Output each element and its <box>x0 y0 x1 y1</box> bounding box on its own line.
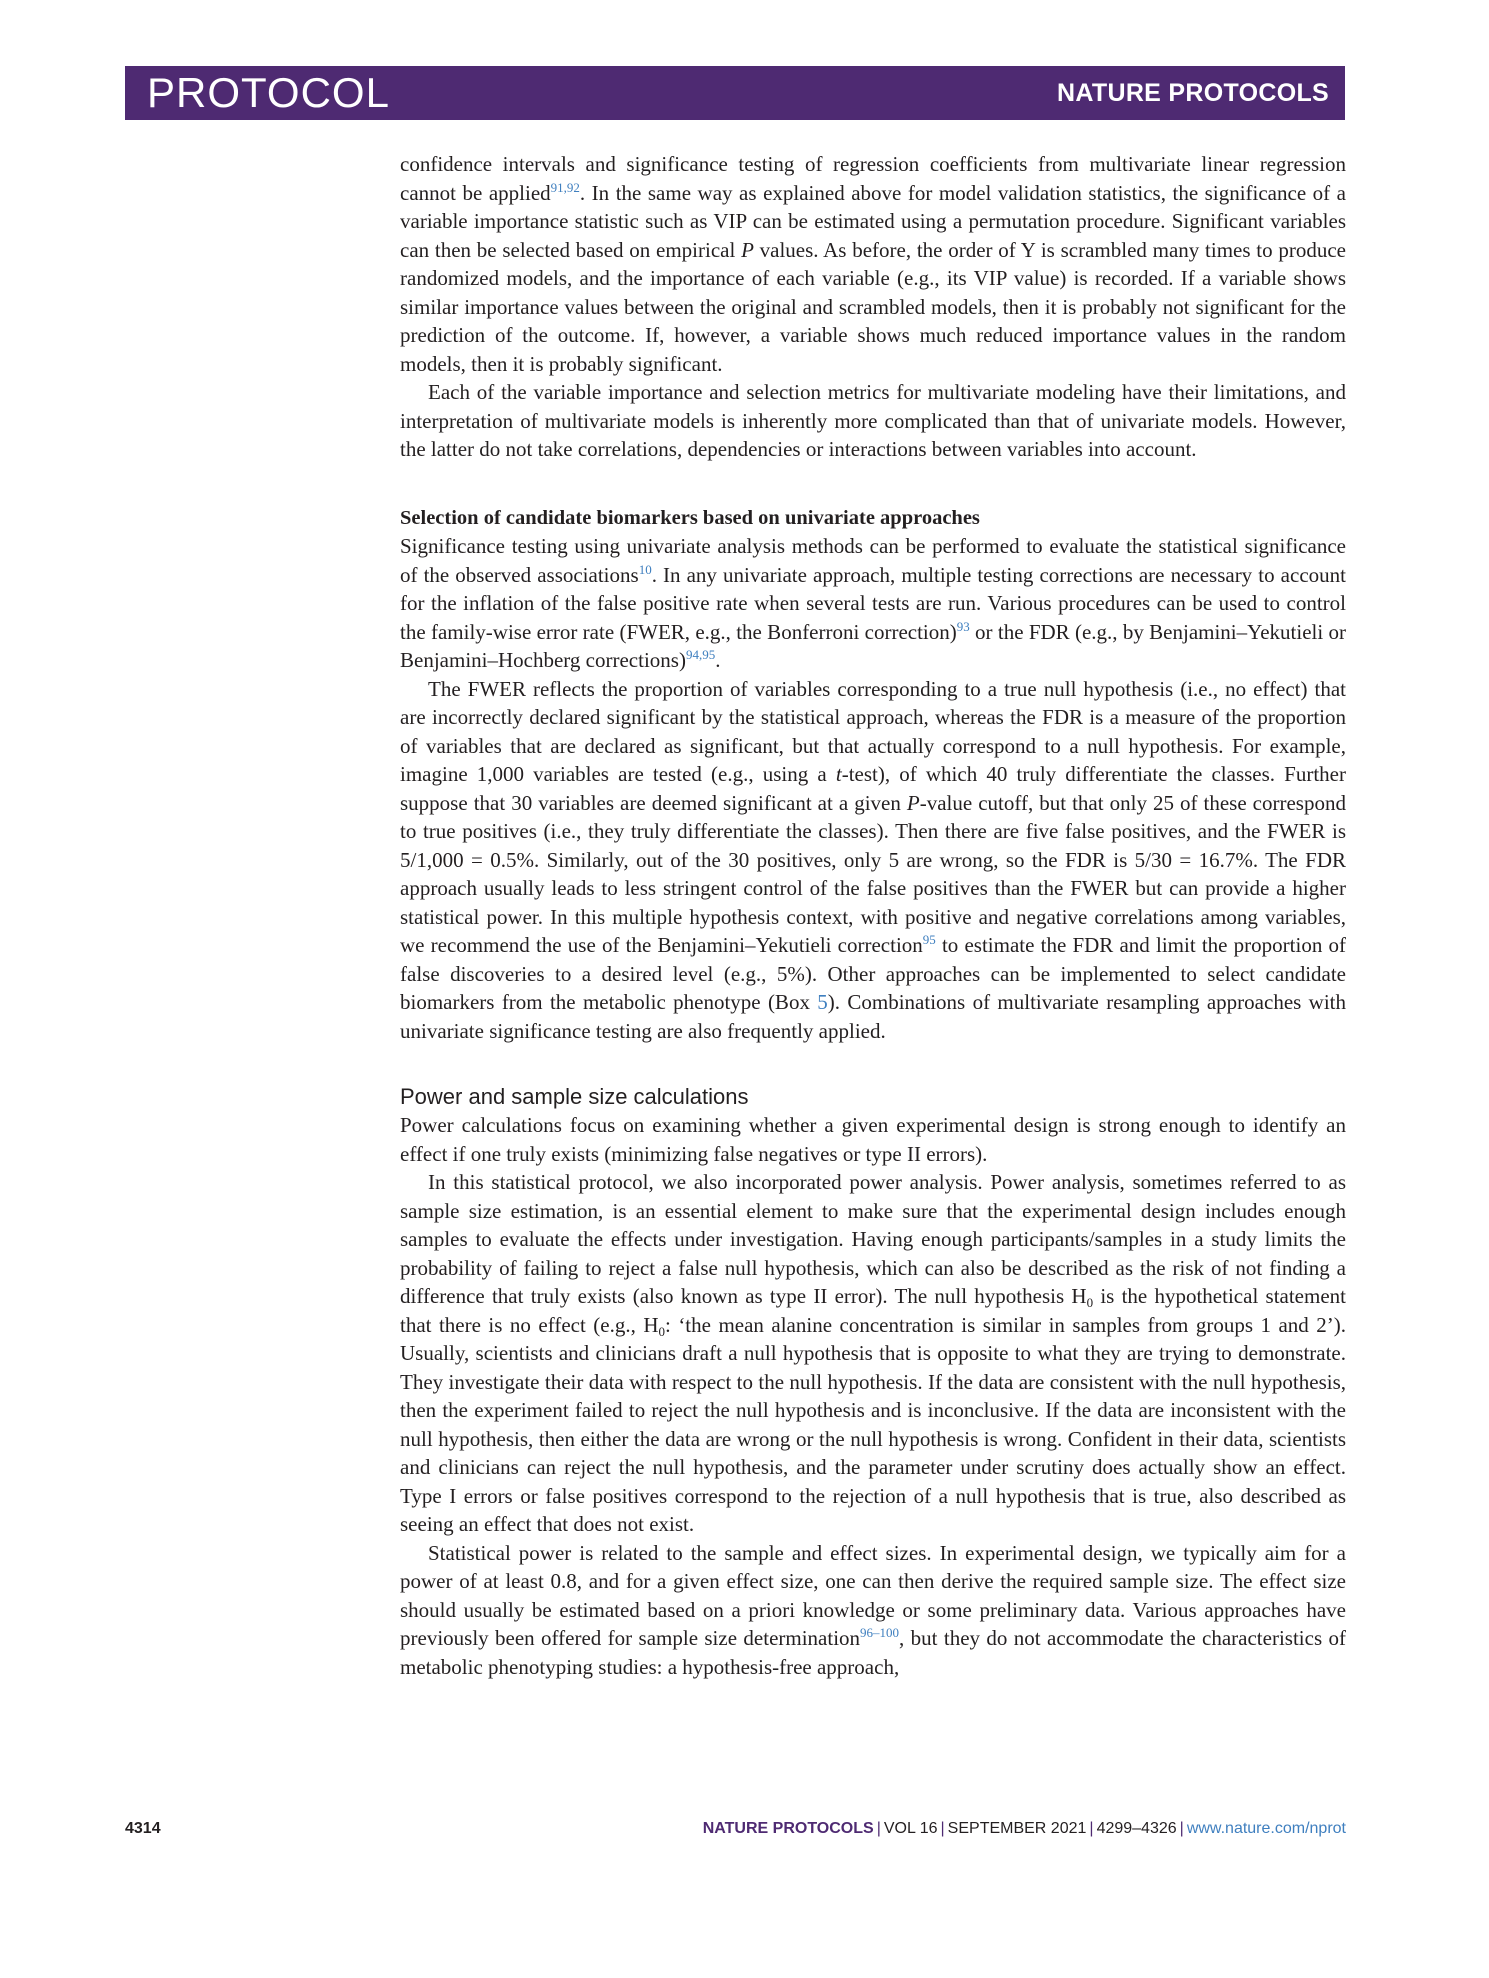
citation-link[interactable]: 91,92 <box>550 179 580 195</box>
footer-journal-name: NATURE PROTOCOLS <box>702 1820 874 1837</box>
box-5-link[interactable]: 5 <box>817 990 828 1014</box>
paragraph-7: Statistical power is related to the sample and effect sizes. In experimental design, we typically aim for a power of at least 0.8, and for a given effect size, one can then derive the required sample size. The effect size should usually be estimated based on a priori knowledge or some preliminary data. Various approaches have previously been offered for sample size determination$^{96-100}$, but they do not accommodate the characteristics of metabolic phenotyping studies: a hypothesis-free approach, <box>400 1540 1346 1679</box>
page-number: 4314 <box>125 1820 161 1837</box>
section-heading-univariate: Selection of candidate biomarkers based on univariate approaches <box>400 506 980 529</box>
citation-link[interactable]: 94,95 <box>685 647 716 662</box>
paragraph-5: Power calculations focus on examining whether a given experimental design is strong enough to identify an effect if one truly exists (minimizing false negatives or type II errors). <box>400 1113 1346 1166</box>
journal-label: NATURE PROTOCOLS <box>1057 79 1329 107</box>
citation-link[interactable]: 93 <box>956 618 970 634</box>
footer-volume: VOL 16 <box>883 1820 938 1837</box>
paragraph-6: In this statistical protocol, we also incorporated power analysis. Power analysis, sometimes referred to as sample size estimation, is an essential element to make sure that the experimental design includes enough samples to evaluate the effects under investigation. Having enough participants/samples in a study limits the probability of failing to reject a false null hypothesis, which can also be described as the risk of not finding a difference that truly exists (also known as type II error). The null hypothesis $H_0$ is the hypothetical statement that there is no effect (e.g., $H_0$: ‘the mean alanine concentration is similar in samples from groups 1 and 2’). Usually, scientists and clinicians draft a null hypothesis that is opposite to what they are trying to demonstrate. They investigate their data with respect to the null hypothesis. If the data are consistent with the null hypothesis, then the experiment failed to reject the null hypothesis and is inconclusive. If the data are inconsistent with the null hypothesis, then either the data are wrong or the null hypothesis is wrong. Confident in their data, scientists and clinicians can reject the null hypothesis, and the parameter under scrutiny does actually show an effect. Type I errors or false positives correspond to the rejection of a null hypothesis that is true, also described as seeing an effect that does not exist. <box>400 1170 1346 1536</box>
citation-link[interactable]: 10 <box>638 561 652 577</box>
footer-citation: NATURE PROTOCOLS | VOL 16 | SEPTEMBER 2021 | 4299–4326 | www.nature.com/nprot <box>702 1820 1346 1837</box>
citation-link[interactable]: 96–100 <box>860 1625 900 1640</box>
footer-pages: 4299–4326 <box>1096 1820 1177 1837</box>
paragraph-4: The FWER reflects the proportion of variables corresponding to a true null hypothesis (i.e., no effect) that are incorrectly declared significant by the statistical approach, whereas the FDR is a measure of the proportion of variables that are declared as significant, but that actually correspond to a null hypothesis. For example, imagine 1,000 variables are tested (e.g., using a t-test), of which 40 truly differentiate the classes. Further suppose that 30 variables are deemed significant at a given P-value cutoff, but that only 25 of these correspond to true positives (i.e., they truly differentiate the classes). Then there are five false positives, and the FWER is 5/1,000 = 0.5%. Similarly, out of the 30 positives, only 5 are wrong, so the FDR is 5/30 = 16.7%. The FDR approach usually leads to less stringent control of the false positives than the FWER but can provide a higher statistical power. In this multiple hypothesis context, with positive and negative correlations among variables, we recommend the use of the Benjamini–Yekutieli correction$^{95}$ to estimate the FDR and limit the proportion of false discoveries to a desired level (e.g., 5%). Other approaches can be implemented to select candidate biomarkers from the metabolic phenotype (Box 5). Combinations of multivariate resampling approaches with univariate significance testing are also frequently applied. <box>400 676 1346 1043</box>
footer-url-link[interactable]: www.nature.com/nprot <box>1186 1820 1346 1837</box>
paragraph-3: Significance testing using univariate analysis methods can be performed to evaluate the statistical significance of the observed associations$^{10}$. In any univariate approach, multiple testing corrections are necessary to account for the inflation of the false positive rate when several tests are run. Various procedures can be used to control the family-wise error rate (FWER, e.g., the Bonferroni correction)$^{93}$ or the FDR (e.g., by Benjamini–Yekutieli or Benjamini–Hochberg corrections)$^{94,95}$. <box>400 534 1346 672</box>
paragraph-2: Each of the variable importance and selection metrics for multivariate modeling have their limitations, and interpretation of multivariate models is inherently more complicated than that of univariate models. However, the latter do not take correlations, dependencies or interactions between variables into account. <box>400 380 1346 461</box>
paragraph-1: confidence intervals and significance testing of regression coefficients from multivariate linear regression cannot be applied$^{91,92}$. In the same way as explained above for model validation statistics, the significance of a variable importance statistic such as VIP can be estimated using a permutation procedure. Significant variables can then be selected based on empirical P values. As before, the order of Y is scrambled many times to produce randomized models, and the importance of each variable (e.g., its VIP value) is recorded. If a variable shows similar importance values between the original and scrambled models, then it is probably not significant for the prediction of the outcome. If, however, a variable shows much reduced importance values in the random models, then it is probably significant. <box>400 152 1346 376</box>
header-bar <box>125 66 1345 120</box>
section-heading-power: Power and sample size calculations <box>400 1084 749 1109</box>
footer-date: SEPTEMBER 2021 <box>947 1820 1087 1837</box>
section-label: PROTOCOL <box>147 69 390 116</box>
citation-link[interactable]: 95 <box>922 932 936 947</box>
article-body <box>400 150 1346 1681</box>
